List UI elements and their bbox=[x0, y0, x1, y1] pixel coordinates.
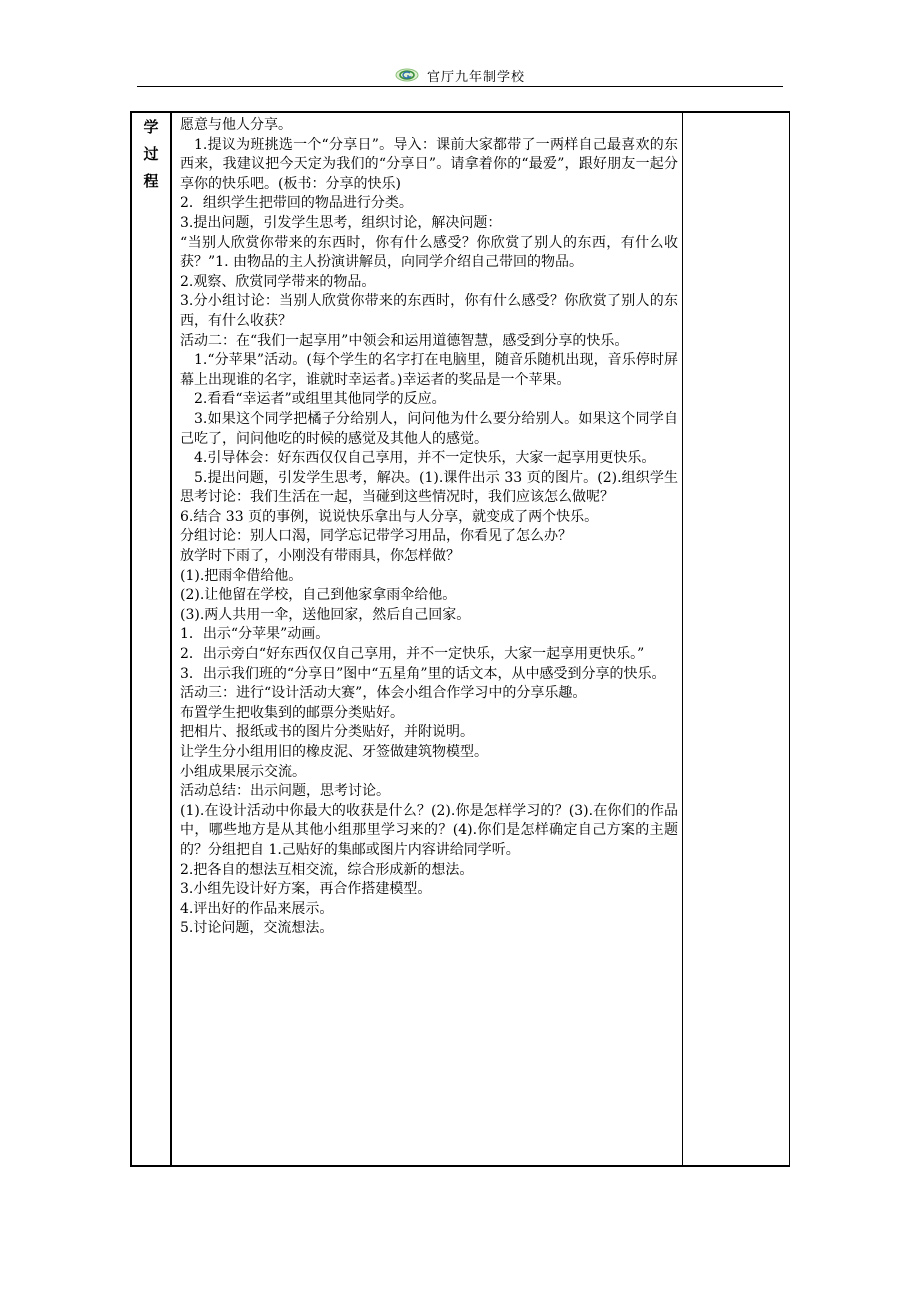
content-paragraph: 1．出示“分苹果”动画。 bbox=[180, 626, 330, 643]
content-paragraph: 活动三：进行“设计活动大赛”，体会小组合作学习中的分享乐趣。 bbox=[180, 685, 587, 702]
content-paragraph: 5.提出问题，引发学生思考，解决。(1).课件出示 33 页的图片。(2).组织学生思考讨论：我们生活在一起，当碰到这些情况时，我们应该怎么做呢？ bbox=[180, 469, 678, 506]
content-paragraph: 布置学生把收集到的邮票分类贴好。 bbox=[180, 704, 404, 721]
section-label bbox=[132, 113, 170, 195]
content-paragraph: (2).让他留在学校，自己到他家拿雨伞给他。 bbox=[180, 587, 457, 604]
content-paragraph: “当别人欣赏你带来的东西时，你有什么感受？你欣赏了别人的东西，有什么收获？”1. 由物品的主人扮演讲解员，向同学介绍自己带回的物品。 bbox=[180, 234, 678, 271]
content-paragraph: 放学时下雨了，小刚没有带雨具，你怎样做？ bbox=[180, 548, 460, 565]
section-label-char: 过 bbox=[143, 145, 159, 163]
content-paragraph: 小组成果展示交流。 bbox=[180, 763, 306, 780]
content-paragraph: 5.讨论问题，交流想法。 bbox=[180, 920, 334, 937]
column-divider bbox=[170, 113, 172, 1165]
content-paragraph: 4.评出好的作品来展示。 bbox=[180, 900, 334, 917]
notes-column bbox=[684, 113, 789, 1165]
content-paragraph: 6.结合 33 页的事例，说说快乐拿出与人分享，就变成了两个快乐。 bbox=[180, 508, 599, 525]
content-paragraph: 3.分小组讨论：当别人欣赏你带来的东西时，你有什么感受？你欣赏了别人的东西，有什么收获？ bbox=[180, 293, 678, 329]
content-paragraph: 把相片、报纸或书的图片分类贴好，并附说明。 bbox=[180, 724, 474, 741]
section-label-char: 学 bbox=[143, 118, 159, 136]
section-label-char: 程 bbox=[143, 172, 159, 190]
school-emblem-icon bbox=[395, 68, 419, 82]
content-paragraph: 2.把各自的想法互相交流，综合形成新的想法。 bbox=[180, 861, 474, 878]
school-name: 官厅九年制学校 bbox=[426, 69, 525, 85]
content-paragraph: 1.“分苹果”活动。(每个学生的名字打在电脑里，随音乐随机出现，音乐停时屏幕上出现谁的名字，谁就时幸运者。)幸运者的奖品是一个苹果。 bbox=[180, 352, 678, 388]
header-rule bbox=[137, 86, 783, 87]
content-paragraph: (1).在设计活动中你最大的收获是什么？(2).你是怎样学习的？(3).在你们的作品中，哪些地方是从其他小组那里学习来的？(4).你们是怎样确定自己方案的主题的？分组把自 1.己贴好的集邮或图片内容讲给同学听。 bbox=[180, 802, 678, 858]
content-paragraph: 2.观察、欣赏同学带来的物品。 bbox=[180, 273, 376, 290]
lesson-process-content bbox=[180, 116, 678, 939]
content-paragraph: 1.提议为班挑选一个“分享日”。导入：课前大家都带了一两样自己最喜欢的东西来，我建议把今天定为我们的“分享日”。请拿着你的“最爱”，跟好朋友一起分享你的快乐吧。(板书：分享的快乐) bbox=[180, 136, 678, 192]
content-paragraph: 3.提出问题，引发学生思考，组织讨论，解决问题： bbox=[180, 214, 502, 231]
content-paragraph: 2．出示旁白“好东西仅仅自己享用，并不一定快乐，大家一起享用更快乐。” bbox=[180, 646, 645, 663]
content-paragraph: 3.小组先设计好方案，再合作搭建模型。 bbox=[180, 881, 432, 898]
content-paragraph: (1).把雨伞借给他。 bbox=[180, 567, 303, 584]
content-paragraph: 3．出示我们班的“分享日”图中“五星角”里的话文本，从中感受到分享的快乐。 bbox=[180, 665, 666, 682]
content-paragraph: 活动总结：出示问题，思考讨论。 bbox=[180, 783, 390, 800]
content-paragraph: 愿意与他人分享。 bbox=[180, 117, 292, 133]
content-paragraph: 让学生分小组用旧的橡皮泥、牙签做建筑物模型。 bbox=[180, 744, 488, 760]
content-paragraph: (3).两人共用一伞，送他回家，然后自己回家。 bbox=[180, 606, 471, 623]
column-divider bbox=[682, 113, 683, 1165]
content-paragraph: 4.引导体会：好东西仅仅自己享用，并不一定快乐，大家一起享用更快乐。 bbox=[194, 450, 656, 467]
content-paragraph: 活动二：在“我们一起享用”中领会和运用道德智慧，感受到分享的快乐。 bbox=[180, 332, 629, 349]
content-paragraph: 2.看看“幸运者”或组里其他同学的反应。 bbox=[194, 391, 446, 408]
page-header bbox=[137, 64, 783, 86]
content-paragraph: 3.如果这个同学把橘子分给别人，问问他为什么要分给别人。如果这个同学自己吃了，问问他吃的时候的感觉及其他人的感觉。 bbox=[180, 410, 678, 447]
content-paragraph: 2．组织学生把带回的物品进行分类。 bbox=[180, 195, 413, 212]
lesson-table bbox=[130, 111, 790, 1167]
content-paragraph: 分组讨论：别人口渴，同学忘记带学习用品，你看见了怎么办？ bbox=[180, 528, 572, 545]
